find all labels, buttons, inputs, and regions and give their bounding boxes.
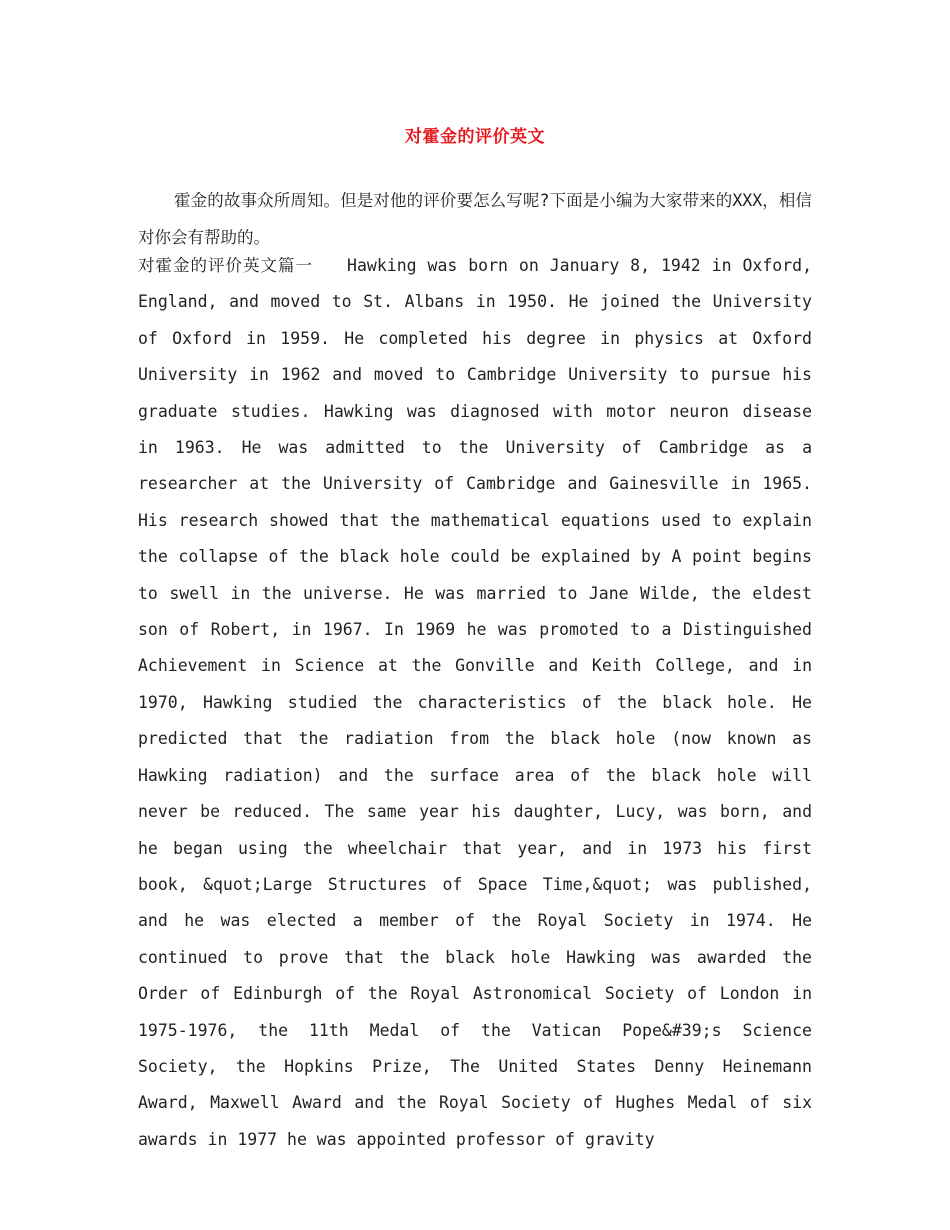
section-label: 对霍金的评价英文篇一: [138, 256, 314, 275]
section-paragraph: [138, 248, 812, 1158]
section-text: Hawking was born on January 8, 1942 in Oxford, England, and moved to St. Albans in 1950. He joined the University of Oxford in 1959. He completed his degree in physics at Oxford University in 1962 and moved to Cambridge University to pursue his graduate studies. Hawking was diagnosed with motor neuron disease in 1963. He was admitted to the University of Cambridge as a researcher at the University of Cambridge and Gainesville in 1965. His research showed that the mathematical equations used to explain the collapse of the black hole could be explained by A point begins to swell in the universe. He was married to Jane Wilde, the eldest son of Robert, in 1967. In 1969 he was promoted to a Distinguished Achievement in Science at the Gonville and Keith College, and in 1970, Hawking studied the characteristics of the black hole. He predicted that the radiation from the black hole (now known as Hawking radiation) and the surface area of the black hole will never be reduced. The same year his daughter, Lucy, was born, and he began using the wheelchair that year, and in 1973 his first book, &quot;Large Structures of Space Time,&quot; was published, and he was elected a member of the Royal Society in 1974. He continued to prove that the black hole Hawking was awarded the Order of Edinburgh of the Royal Astronomical Society of London in 1975-1976, the 11th Medal of the Vatican Pope&#39;s Science Society, the Hopkins Prize, The United States Denny Heinemann Award, Maxwell Award and the Royal Society of Hughes Medal of six awards in 1977 he was appointed professor of gravity: [138, 256, 813, 1149]
document-title: 对霍金的评价英文: [405, 127, 545, 147]
intro-paragraph: 霍金的故事众所周知。但是对他的评价要怎么写呢?下面是小编为大家带来的XXX，相信对你会有帮助的。: [138, 191, 812, 247]
